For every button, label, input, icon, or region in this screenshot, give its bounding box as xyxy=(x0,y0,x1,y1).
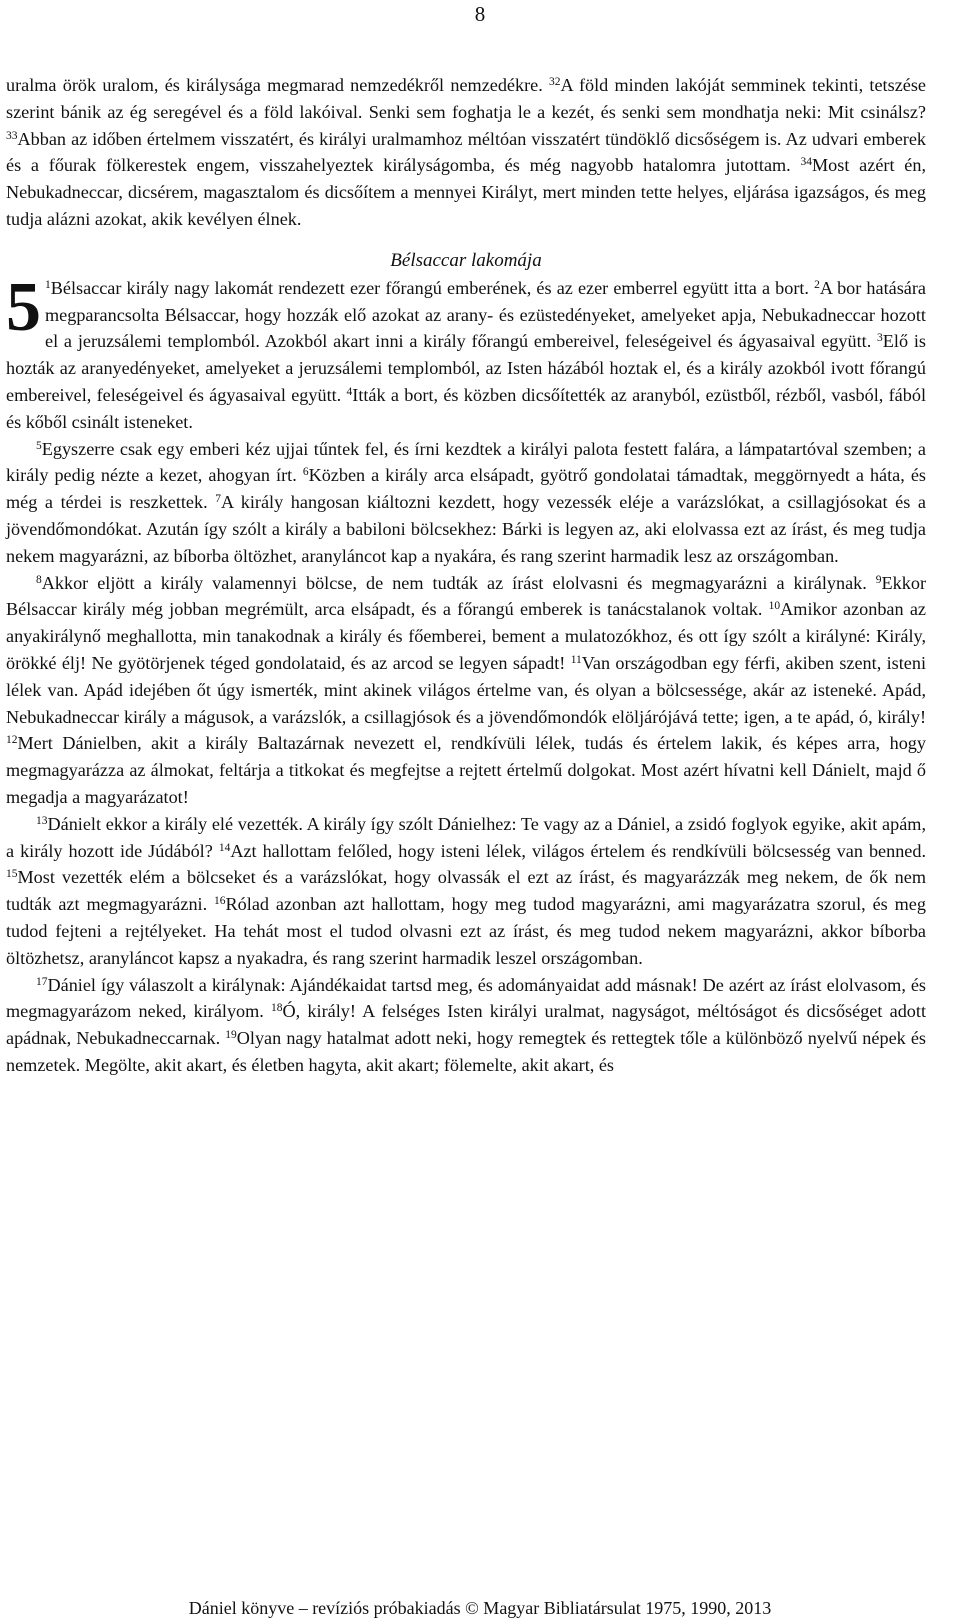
verse-text: Elő is hozták az aranyedényeket, amelyeket a jeruzsálemi templomból, az Isten házából hoztak el, és a király azokból ivott főrangú embereivel, feleségeivel és ágyasaival együtt. xyxy=(6,331,926,405)
page-number: 8 xyxy=(474,2,486,26)
verse-number: 11 xyxy=(570,653,582,666)
verse-text: Akkor eljött a király valamennyi bölcse, de nem tudták az írást elolvasni és megmagyarázni a királynak. xyxy=(41,572,876,593)
verse-text: Abban az időben értelmem visszatért, és királyi uralmamhoz méltóan visszatért tündöklő dicsőségem is. Az udvari emberek és a főurak fölkerestek engem, visszahelyeztek királyságomba, és még nagyobb hatalomra jutottam. xyxy=(6,128,926,176)
verse-number: 9 xyxy=(875,573,882,586)
verse-number: 13 xyxy=(36,814,48,827)
verse-text: Itták a bort, és közben dicsőítették az aranyból, ezüstből, rézből, vasból, fából és kőből csinált isteneket. xyxy=(6,384,926,432)
chapter-paragraph xyxy=(6,972,926,1079)
verse-number: 10 xyxy=(768,600,781,613)
section-title: Bélsaccar lakomája xyxy=(390,249,542,271)
chapter-paragraphs xyxy=(6,268,927,1079)
verse-number: 17 xyxy=(36,975,48,988)
verse-text: Közben a király arca elsápadt, gyötrő gondolatai támadtak, meggörnyedt a háta, és még a térdei is reszkettek. xyxy=(6,465,926,513)
verse-number: 15 xyxy=(6,868,18,881)
verse-text: Olyan nagy hatalmat adott neki, hogy remegtek és rettegtek tőle a különböző nyelvű népek és nemzetek. Megölte, akit akart, és életben hagyta, akit akart; fölemelte, akit akart, és xyxy=(6,1028,926,1075)
page-body xyxy=(6,72,926,1079)
footer: Dániel könyve – revíziós próbakiadás © Magyar Bibliatársulat 1975, 1990, 2013 xyxy=(188,1598,772,1618)
verse-text: Rólad azonban azt hallottam, hogy meg tudod magyarázni, ami magyarázatra szorul, és meg tudod fejteni a rejtélyeket. Ha tehát most el tudod olvasni ezt az írást, és meg tudod nekem magyarázni, akkor bíborba öltözhetsz, aranyláncot kapsz a nyakadra, és rang szerint harmadik leszel országomban. xyxy=(6,894,926,968)
verse-text: A bor hatására megparancsolta Bélsaccar, hogy hozzák elő azokat az arany- és ezüstedényeket, amelyeket apja, Nebukadneccar hozott el a jeruzsálemi templomból. Azokból akart inni a király főrangú embereivel, feleségeivel és ágyasaival együtt. xyxy=(45,277,927,352)
verse-text: Bélsaccar király nagy lakomát rendezett ezer főrangú emberének, és az ezer emberrel együtt itta a bort. xyxy=(50,277,815,298)
verse-number: 7 xyxy=(215,493,222,506)
verse-number: 3 xyxy=(877,332,883,345)
chapter-paragraph xyxy=(6,570,926,811)
verse-number: 2 xyxy=(814,278,820,291)
verse-number: 32 xyxy=(549,76,561,88)
verse-number: 14 xyxy=(218,841,231,854)
verse-text: Dánielt ekkor a király elé vezették. A király így szólt Dánielhez: Te vagy az a Dániel, a zsidó foglyok egyike, akit apám, a király hozott ide Júdából? xyxy=(6,813,926,861)
verse-text: Ó, király! A felséges Isten királyi uralmat, nagyságot, méltóságot és dicsőséget adott apádnak, Nebukadneccarnak. xyxy=(6,1001,926,1049)
verse-text: Most azért én, Nebukadneccar, dicsérem, magasztalom és dicsőítem a mennyei Királyt, mert minden tette helyes, eljárása igazságos, és meg tudja alázni azokat, akik kevélyen élnek. xyxy=(6,155,926,229)
verse-text: Ekkor Bélsaccar király még jobban megrémült, arca elsápadt, és a főrangú emberek is tanácstalanok voltak. xyxy=(6,572,926,620)
verse-number: 19 xyxy=(225,1029,237,1042)
verse-number: 34 xyxy=(800,156,813,169)
verse-text: Dániel így válaszolt a királynak: Ajándékaidat tartsd meg, és adományaidat add másnak! De azért az írást elolvasom, és megmagyarázom neked, királyom. xyxy=(6,974,926,1022)
chapter-paragraph xyxy=(6,268,927,436)
verse-number: 4 xyxy=(346,385,353,398)
intro-paragraph xyxy=(6,72,926,233)
verse-number: 16 xyxy=(214,895,226,908)
verse-text: A király hangosan kiáltozni kezdett, hogy vezessék eléje a varázslókat, a csillagjósokat és a jövendőmondókat. Azután így szólt a király a babiloni bölcsekhez: Bárki is legyen az, aki elolvassa ezt az írást, és meg tudja nekem magyarázni, az bíborba öltözhet, aranyláncot kap a nyakára, és rang szerint harmadik lesz az országomban. xyxy=(6,492,927,566)
verse-text: Most vezették elém a bölcseket és a varázslókat, hogy olvassák el ezt az írást, és magyarázzák meg nekem, de ők nem tudták azt megmagyarázni. xyxy=(6,867,926,915)
verse-text: Egyszerre csak egy emberi kéz ujjai tűntek fel, és írni kezdtek a királyi palota festett falára, a lámpatartóval szemben; a király pedig nézte a kezet, ahogyan írt. xyxy=(6,438,926,486)
verse-text: A föld minden lakóját semminek tekinti, tetszése szerint bánik az ég seregével és a föld lakóival. Senki sem foghatja le a kezét, és senki sem mondhatja neki: Mit csinálsz? xyxy=(6,75,926,122)
verse-number: 1 xyxy=(45,278,51,291)
verse-number: 18 xyxy=(271,1002,283,1015)
chapter-number: 5 xyxy=(6,268,41,346)
chapter-5 xyxy=(6,268,927,1079)
verse-text: uralma örök uralom, és királysága megmarad nemzedékről nemzedékre. xyxy=(6,75,550,95)
verse-text: Mert Dánielben, akit a király Baltazárnak nevezett el, rendkívüli lélek, tudás és értelem lakik, és képes arra, hogy megmagyarázza az álmokat, feltárja a titkokat és megfejtse a rejtett értelmű dolgokat. Most azért hívatni kell Dánielt, majd ő megadja a magyarázatot! xyxy=(6,733,926,807)
verse-text: Van országodban egy férfi, akiben szent, isteni lélek van. Apád idejében őt úgy ismerték, mint akinek világos értelme van, és olyan a bölcsessége, akár az isteneké. Apád, Nebukadneccar király a mágusok, a varázslók, a csillagjósok és a jövendőmondók elöljárójává tette; igen, a te apád, ó, király! xyxy=(6,652,927,727)
verse-number: 12 xyxy=(6,734,18,747)
verse-number: 8 xyxy=(36,573,42,586)
verse-number: 33 xyxy=(6,129,18,142)
chapter-paragraph xyxy=(6,811,926,972)
chapter-paragraph xyxy=(6,436,926,570)
verse-text: Azt hallottam felőled, hogy isteni lélek, világos értelem és rendkívüli bölcsesség van benned. xyxy=(230,840,927,861)
verse-number: 6 xyxy=(302,466,309,479)
verse-text: Amikor azonban az anyakirálynő meghallotta, min tanakodnak a király és főemberei, bement a mulatozókhoz, és ott így szólt a királyné: Király, örökké élj! Ne gyötörjenek téged gondolataid, és az arcod se legyen sápadt! xyxy=(6,599,926,673)
verse-number: 5 xyxy=(36,439,42,452)
